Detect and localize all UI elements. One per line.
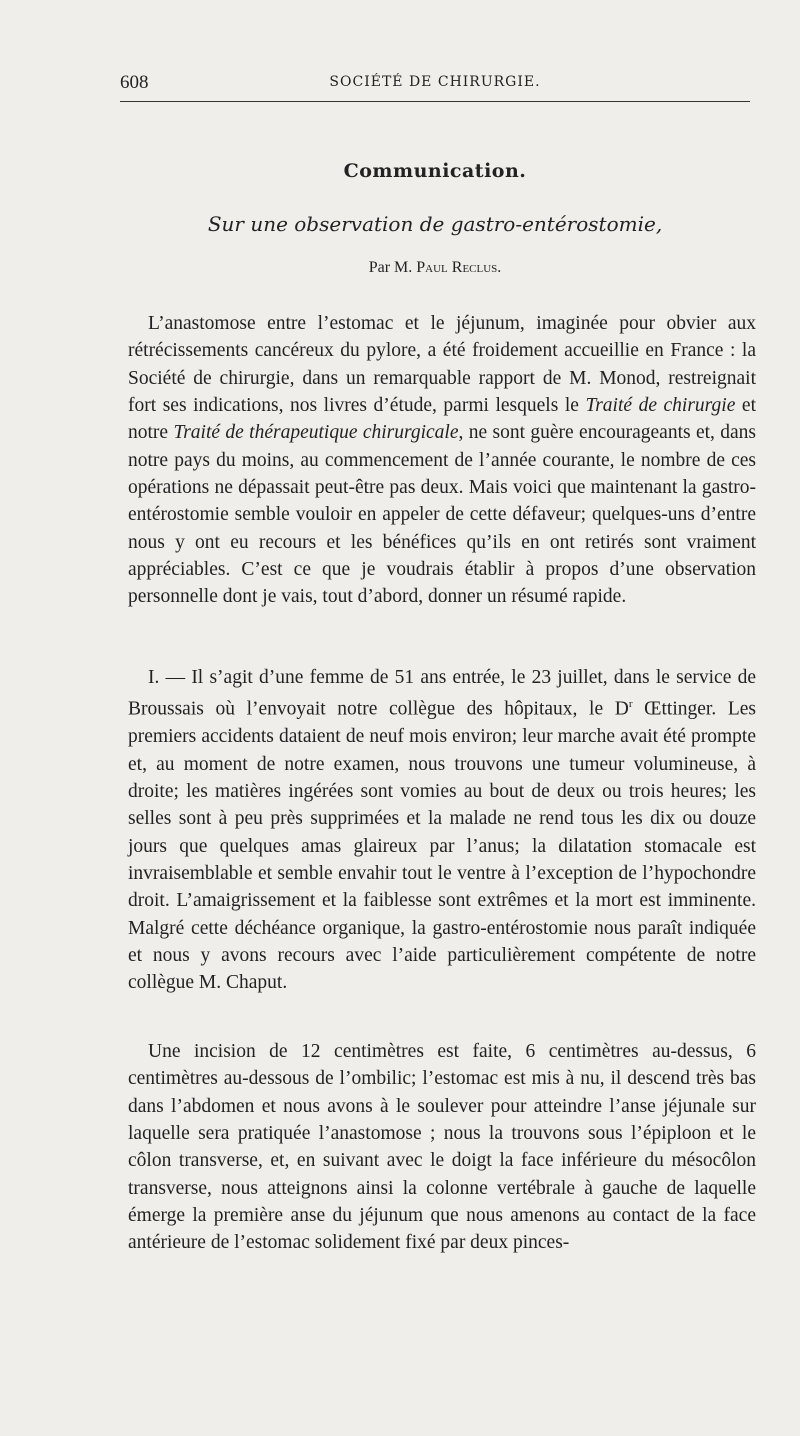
p1-title-1: Traité de chirurgie [585,395,736,417]
p2-text-b: Œttinger. Les premiers accidents dataient de neuf mois environ; leur marche avait été prompte et, au moment de notre examen, nous trouvons une tumeur volumineuse, à droite; les matières ingérées sont vomies au bout de deux ou trois heures; les selles sont à peu près supprimées et la malade ne rend tous les dix ou douze jours que quelques amas glaireux par l’anus; la dilatation stomacale est invraisemblable et semble envahir tout le ventre à l’exception de l’hypochondre droit. L’amaigrissement et la faiblesse sont extrêmes et la mort est imminente. Malgré cette déchéance organique, la gastro-entérostomie nous paraît indiquée et nous y avons recours avec l’aide particulièrement compétente de notre collègue M. Chaput. [128,698,756,994]
paragraph-2 [128,664,756,997]
article-subtitle: Sur une observation de gastro-entérostomie, [207,212,663,236]
p3-text: Une incision de 12 centimètres est faite, 6 centimètres au-dessus, 6 centimètres au-dessous de l’ombilic; l’estomac est mis à nu, il descend très bas dans l’abdomen et nous avons à le soulever pour atteindre l’anse jéjunale sur laquelle sera pratiquée l’anastomose ; nous la trouvons sous l’épiploon et le côlon transverse, et, en suivant avec le doigt la face inférieure du mésocôlon transverse, nous atteignons ainsi la colonne vertébrale à gauche de laquelle émerge la première anse du jéjunum que nous amenons au contact de la face antérieure de l’estomac solidement fixé par deux pinces- [128,1041,756,1254]
paragraph-1 [128,310,756,611]
page-number: 608 [120,72,149,93]
p2-superscript: r [628,698,633,711]
p1-title-2: Traité de thérapeutique chirurgicale [173,422,459,444]
author-name: Paul Reclus. [416,259,502,276]
p1-text-a: L’anastomose entre l’estomac et le jéjunum, imaginée pour obvier aux rétrécissements cancéreux du pylore, a été froidement accueillie en France : la Société de chirurgie, dans un remarquable rapport de M. Monod, restreignait fort ses indications, nos livres d’étude, parmi lesquels le [128,313,756,417]
page-header [120,72,750,96]
article-author [120,259,750,277]
header-rule [120,101,750,102]
section-heading: Communication. [343,160,527,182]
p1-text-c: , ne sont guère encourageants et, dans notre pays du moins, au commencement de l’année courante, le nombre de ces opérations ne dépassait peut-être pas deux. Mais voici que maintenant la gastro-entérostomie semble vouloir en appeler de cette défaveur; quelques-uns d’entre nous y ont eu recours et les bénéfices qu’ils en ont retirés sont vraiment appréciables. C’est ce que je voudrais établir à propos d’une observation personnelle dont je vais, tout d’abord, donner un résumé rapide. [128,422,756,608]
p2-text-a: I. — Il s’agit d’une femme de 51 ans entrée, le 23 juillet, dans le service de Broussais où l’envoyait notre collègue des hôpitaux, le D [128,667,756,720]
paragraph-3 [128,1038,756,1257]
p1-text-b: et notre [128,395,756,444]
author-prefix: Par M. [368,259,417,276]
running-title: SOCIÉTÉ DE CHIRURGIE. [329,74,541,90]
